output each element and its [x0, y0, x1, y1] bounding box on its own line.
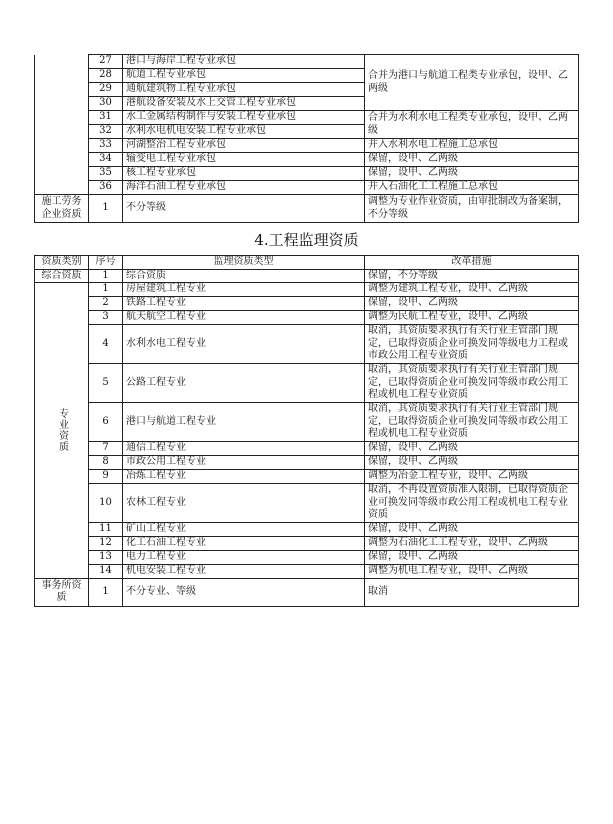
category-office: 事务所资质: [35, 578, 89, 606]
row-number: 4: [89, 325, 123, 364]
row-number: 2: [89, 297, 123, 311]
row-number: 27: [89, 55, 123, 69]
qualification-type: 机电安装工程专业: [123, 564, 365, 578]
qualification-type: 矿山工程专业: [123, 522, 365, 536]
reform-measure: 合并为港口与航道工程类专业承包，设甲、乙两级: [365, 55, 579, 111]
qualification-type: 农林工程专业: [123, 484, 365, 523]
qualification-type: 不分专业、等级: [123, 578, 365, 606]
reform-measure: 调整为建筑工程专业，设甲、乙两级: [365, 283, 579, 297]
reform-measure: 取消，其资质要求执行有关行业主管部门规定，已取得资质企业可换发同等级电力工程或市政公用工程专业资质: [365, 325, 579, 364]
row-number: 14: [89, 564, 123, 578]
reform-measure: 取消: [365, 578, 579, 606]
qualification-type: 冶炼工程专业: [123, 470, 365, 484]
supervision-qualification-table: [34, 255, 579, 607]
row-number: 31: [89, 111, 123, 125]
reform-measure: 并入水利水电工程施工总承包: [365, 139, 579, 153]
construction-qualification-table: [34, 54, 579, 223]
reform-measure: 保留，设甲、乙两级: [365, 297, 579, 311]
qualification-type: 输变电工程专业承包: [123, 153, 365, 167]
reform-measure: 合并为水利水电工程类专业承包，设甲、乙两级: [365, 111, 579, 139]
qualification-type: 房屋建筑工程专业: [123, 283, 365, 297]
row-number: 7: [89, 442, 123, 456]
row-number: 1: [89, 578, 123, 606]
reform-measure: 取消，其资质要求执行有关行业主管部门规定，已取得资质企业可换发同等级市政公用工程或机电工程专业资质: [365, 403, 579, 442]
reform-measure: 取消，不再设置资质准入限制，已取得资质企业可换发同等级市政公用工程或机电工程专业资质: [365, 484, 579, 523]
category-labor: 施工劳务企业资质: [35, 195, 89, 223]
header-measure: 改革措施: [365, 256, 579, 270]
row-number: 6: [89, 403, 123, 442]
reform-measure: 保留，设甲、乙两级: [365, 167, 579, 181]
reform-measure: 保留，不分等级: [365, 269, 579, 283]
category-specialty-cell: [35, 283, 89, 579]
reform-measure: 调整为石油化工工程专业，设甲、乙两级: [365, 536, 579, 550]
row-number: 32: [89, 125, 123, 139]
qualification-type: 通航建筑物工程专业承包: [123, 83, 365, 97]
row-number: 12: [89, 536, 123, 550]
qualification-type: 化工石油工程专业: [123, 536, 365, 550]
reform-measure: 调整为机电工程专业，设甲、乙两级: [365, 564, 579, 578]
row-number: 34: [89, 153, 123, 167]
qualification-type: 水利水电工程专业: [123, 325, 365, 364]
reform-measure: 保留，设甲、乙两级: [365, 153, 579, 167]
category-comprehensive: 综合资质: [35, 269, 89, 283]
row-number: 1: [89, 269, 123, 283]
qualification-type: 水工金属结构制作与安装工程专业承包: [123, 111, 365, 125]
reform-measure: 取消，其资质要求执行有关行业主管部门规定，已取得资质企业可换发同等级市政公用工程或机电工程专业资质: [365, 364, 579, 403]
row-number: 8: [89, 456, 123, 470]
qualification-type: 水利水电机电安装工程专业承包: [123, 125, 365, 139]
reform-measure: 保留，设甲、乙两级: [365, 442, 579, 456]
row-number: 35: [89, 167, 123, 181]
row-number: 28: [89, 69, 123, 83]
row-number: 1: [89, 195, 123, 223]
qualification-type: 不分等级: [123, 195, 365, 223]
row-number: 10: [89, 484, 123, 523]
qualification-type: 通信工程专业: [123, 442, 365, 456]
reform-measure: 调整为民航工程专业，设甲、乙两级: [365, 311, 579, 325]
row-number: 11: [89, 522, 123, 536]
header-type: 监理资质类型: [123, 256, 365, 270]
category-cell-blank: [35, 55, 89, 195]
row-number: 5: [89, 364, 123, 403]
row-number: 1: [89, 283, 123, 297]
header-category: 资质类别: [35, 256, 89, 270]
qualification-type: 港口与航道工程专业: [123, 403, 365, 442]
qualification-type: 市政公用工程专业: [123, 456, 365, 470]
reform-measure: 保留，设甲、乙两级: [365, 522, 579, 536]
qualification-type: 港航设备安装及水上交管工程专业承包: [123, 97, 365, 111]
qualification-type: 电力工程专业: [123, 550, 365, 564]
reform-measure: 保留，设甲、乙两级: [365, 456, 579, 470]
qualification-type: 铁路工程专业: [123, 297, 365, 311]
qualification-type: 航道工程专业承包: [123, 69, 365, 83]
reform-measure: 调整为冶金工程专业，设甲、乙两级: [365, 470, 579, 484]
qualification-type: 海洋石油工程专业承包: [123, 181, 365, 195]
category-specialty: 专业资质: [56, 408, 68, 453]
row-number: 3: [89, 311, 123, 325]
qualification-type: 综合资质: [123, 269, 365, 283]
qualification-type: 港口与海岸工程专业承包: [123, 55, 365, 69]
reform-measure: 保留，设甲、乙两级: [365, 550, 579, 564]
row-number: 9: [89, 470, 123, 484]
qualification-type: 河湖整治工程专业承包: [123, 139, 365, 153]
qualification-type: 公路工程专业: [123, 364, 365, 403]
reform-measure: 并入石油化工工程施工总承包: [365, 181, 579, 195]
section-title: 4.工程监理资质: [254, 231, 359, 249]
row-number: 30: [89, 97, 123, 111]
row-number: 36: [89, 181, 123, 195]
row-number: 29: [89, 83, 123, 97]
qualification-type: 航天航空工程专业: [123, 311, 365, 325]
row-number: 13: [89, 550, 123, 564]
row-number: 33: [89, 139, 123, 153]
header-number: 序号: [89, 256, 123, 270]
reform-measure: 调整为专业作业资质，由审批制改为备案制，不分等级: [365, 195, 579, 223]
qualification-type: 核工程专业承包: [123, 167, 365, 181]
